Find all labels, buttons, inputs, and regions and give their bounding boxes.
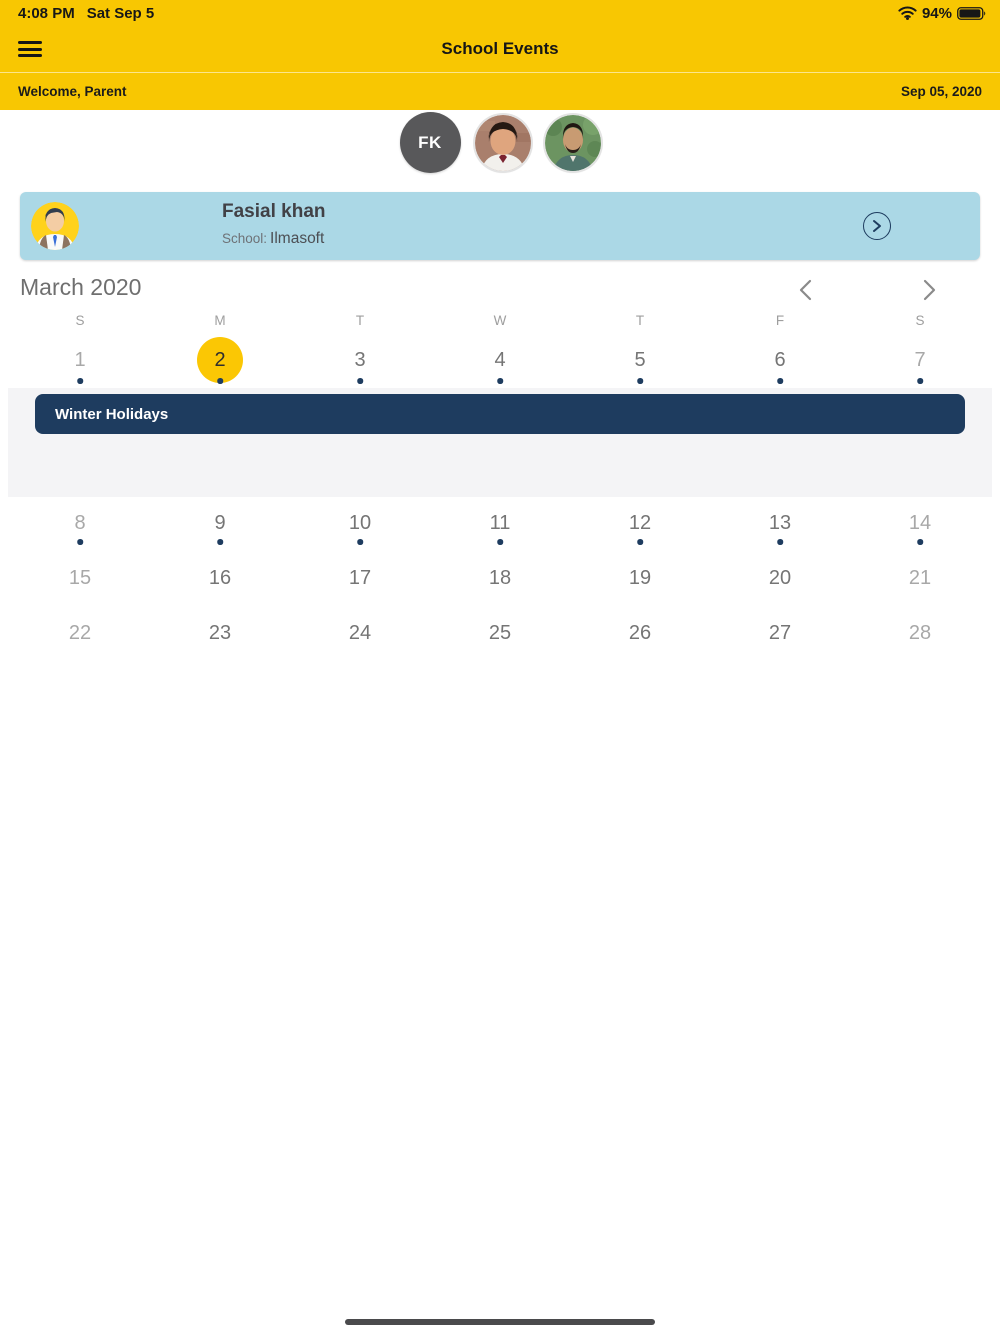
student-avatar-icon xyxy=(31,202,79,250)
clock-date: Sat Sep 5 xyxy=(86,4,155,22)
calendar-day-28[interactable] xyxy=(850,615,990,651)
day-number: 13 xyxy=(768,512,792,534)
day-number: 2 xyxy=(197,337,243,383)
home-indicator[interactable] xyxy=(345,1319,655,1325)
calendar-month-title: March 2020 xyxy=(20,274,142,300)
calendar-day-3[interactable] xyxy=(290,337,430,389)
day-number: 11 xyxy=(489,512,511,534)
status-bar xyxy=(0,0,1000,26)
weekday-label: W xyxy=(493,313,507,328)
chevron-right-icon xyxy=(919,279,939,301)
calendar-day-1[interactable] xyxy=(10,337,150,389)
event-dot xyxy=(917,378,923,384)
event-dot xyxy=(77,378,83,384)
calendar-day-12[interactable] xyxy=(570,505,710,551)
avatar-initials-fk[interactable] xyxy=(400,112,461,173)
day-number: 10 xyxy=(348,512,372,534)
student-detail-button[interactable] xyxy=(863,212,891,240)
page-title: School Events xyxy=(441,39,559,58)
calendar-day-13[interactable] xyxy=(710,505,850,551)
day-number: 23 xyxy=(208,622,232,644)
student-school xyxy=(222,230,324,248)
calendar-day-7[interactable] xyxy=(850,337,990,389)
calendar-day-24[interactable] xyxy=(290,615,430,651)
status-bar-right xyxy=(898,5,986,22)
day-number: 22 xyxy=(68,622,92,644)
calendar-day-19[interactable] xyxy=(570,560,710,596)
day-number: 24 xyxy=(348,622,372,644)
event-dot xyxy=(497,539,503,545)
day-number: 16 xyxy=(208,567,232,589)
calendar-day-14[interactable] xyxy=(850,505,990,551)
event-dot xyxy=(777,539,783,545)
day-number: 27 xyxy=(768,622,792,644)
weekday-label: S xyxy=(915,313,925,328)
calendar-week-row xyxy=(10,337,990,389)
current-date: Sep 05, 2020 xyxy=(900,84,982,99)
calendar-week-row xyxy=(10,615,990,651)
calendar-day-4[interactable] xyxy=(430,337,570,389)
calendar-day-22[interactable] xyxy=(10,615,150,651)
calendar-day-11[interactable] xyxy=(430,505,570,551)
wifi-icon xyxy=(898,6,917,20)
day-number: 14 xyxy=(908,512,932,534)
calendar-day-16[interactable] xyxy=(150,560,290,596)
calendar-day-6[interactable] xyxy=(710,337,850,389)
student-name: Fasial khan xyxy=(222,201,326,222)
day-number: 7 xyxy=(914,349,926,371)
event-dot xyxy=(637,378,643,384)
event-bar[interactable] xyxy=(35,394,965,434)
child-avatar-row xyxy=(0,112,1000,173)
welcome-bar xyxy=(0,72,1000,110)
day-number: 8 xyxy=(74,512,86,534)
day-number: 5 xyxy=(634,349,646,371)
weekday-header-row xyxy=(10,313,990,328)
calendar-day-26[interactable] xyxy=(570,615,710,651)
day-number: 17 xyxy=(348,567,372,589)
avatar-photo-man[interactable] xyxy=(545,115,601,171)
chevron-left-icon xyxy=(796,279,816,301)
weekday-label: M xyxy=(214,313,226,328)
calendar-day-15[interactable] xyxy=(10,560,150,596)
calendar-day-2[interactable] xyxy=(150,337,290,389)
day-number: 1 xyxy=(74,349,86,371)
event-dot xyxy=(917,539,923,545)
battery-percent: 94% xyxy=(921,4,952,22)
school-value: Ilmasoft xyxy=(270,230,325,247)
calendar-day-5[interactable] xyxy=(570,337,710,389)
calendar-day-27[interactable] xyxy=(710,615,850,651)
event-dot xyxy=(217,378,223,384)
school-label: School: xyxy=(222,231,268,246)
calendar-day-17[interactable] xyxy=(290,560,430,596)
calendar-day-21[interactable] xyxy=(850,560,990,596)
day-number: 15 xyxy=(68,567,92,589)
weekday-label: F xyxy=(775,313,785,328)
day-number: 6 xyxy=(774,349,786,371)
avatar-initials-label: FK xyxy=(418,132,442,152)
welcome-greeting: Welcome, Parent xyxy=(18,84,127,99)
calendar-week-row xyxy=(10,505,990,551)
calendar-week-row xyxy=(10,560,990,596)
event-dot xyxy=(357,378,363,384)
day-number: 3 xyxy=(354,349,366,371)
event-dot xyxy=(497,378,503,384)
status-bar-left xyxy=(18,5,154,22)
clock-time: 4:08 PM xyxy=(18,4,75,22)
app-header xyxy=(0,26,1000,72)
day-number: 19 xyxy=(628,567,652,589)
day-number: 9 xyxy=(214,512,226,534)
calendar-day-9[interactable] xyxy=(150,505,290,551)
day-number: 4 xyxy=(494,349,506,371)
day-number: 28 xyxy=(908,622,932,644)
calendar-day-20[interactable] xyxy=(710,560,850,596)
calendar-day-18[interactable] xyxy=(430,560,570,596)
event-dot xyxy=(217,539,223,545)
event-region xyxy=(8,388,992,497)
calendar-day-23[interactable] xyxy=(150,615,290,651)
day-number: 20 xyxy=(768,567,792,589)
calendar-next-button[interactable] xyxy=(917,278,941,302)
day-number: 12 xyxy=(628,512,652,534)
event-dot xyxy=(637,539,643,545)
weekday-label: T xyxy=(635,313,645,328)
chevron-right-icon xyxy=(872,219,882,233)
day-number: 18 xyxy=(488,567,512,589)
calendar-day-25[interactable] xyxy=(430,615,570,651)
student-card[interactable] xyxy=(20,192,980,260)
day-number: 26 xyxy=(628,622,652,644)
calendar-day-8[interactable] xyxy=(10,505,150,551)
day-number: 21 xyxy=(908,567,932,589)
avatar-photo-boy[interactable] xyxy=(475,115,531,171)
battery-icon xyxy=(957,7,986,20)
weekday-label: S xyxy=(75,313,85,328)
day-number: 25 xyxy=(488,622,512,644)
event-label: Winter Holidays xyxy=(55,405,169,423)
calendar-day-10[interactable] xyxy=(290,505,430,551)
event-dot xyxy=(77,539,83,545)
event-dot xyxy=(777,378,783,384)
event-dot xyxy=(357,539,363,545)
calendar-prev-button[interactable] xyxy=(794,278,818,302)
weekday-label: T xyxy=(355,313,365,328)
